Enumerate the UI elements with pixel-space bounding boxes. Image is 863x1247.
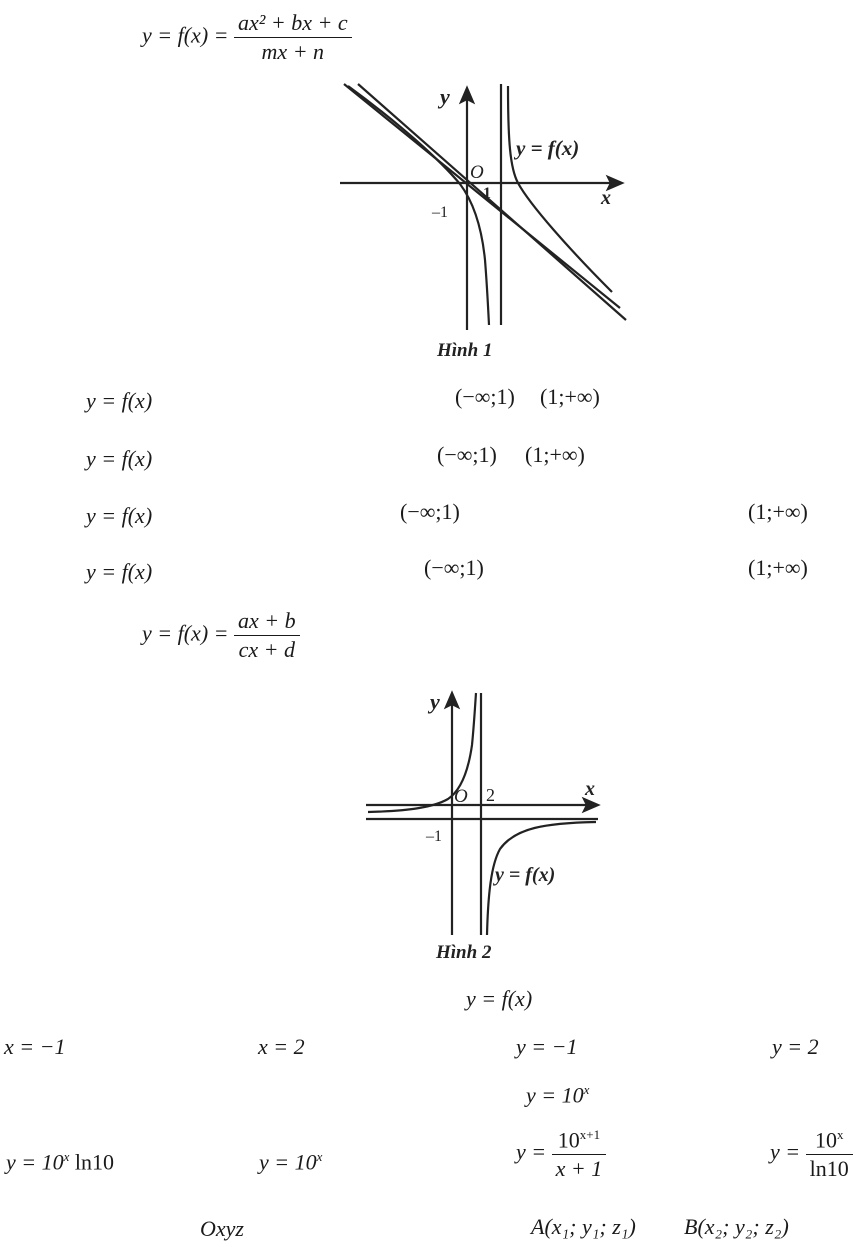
fig1-asymptote-b [358,84,626,320]
fig1-caption: Hình 1 [437,340,493,361]
option3-d-fraction [806,1128,853,1180]
option3-b-base: y = 10 [259,1149,317,1175]
fig2-origin-label: O [454,786,468,807]
fig1-tick-y: –1 [432,204,448,221]
option3-a-tail: ln10 [69,1149,115,1175]
formula-2-lhs: y = f(x) = [142,620,234,646]
q3-stem [526,1083,589,1106]
fig2-y-label: y [430,689,440,714]
option3-c-num-exponent: x+1 [579,1127,601,1142]
option3-b [259,1150,322,1173]
fig2-tick-y: –1 [426,828,442,845]
option1-b-function: y = f(x) [86,446,153,471]
formula-2-denominator: cx + d [238,637,295,662]
option3-c-num-base: 10 [557,1127,580,1153]
q2-stem: y = f(x) [466,986,533,1011]
formula-1-numerator: ax² + bx + c [234,12,352,38]
option3-d-lhs: y = [770,1139,806,1165]
option3-a-exponent: x [63,1149,70,1164]
option3-c-fraction [552,1128,607,1180]
option1-a-interval-2: (1;+∞) [540,384,600,409]
option2-a: x = −1 [4,1034,66,1059]
fig2-curve-label: y = f(x) [495,864,556,886]
option2-d: y = 2 [772,1034,819,1059]
option1-c-interval-2: (1;+∞) [748,499,808,524]
option3-d [770,1128,853,1180]
q4-point-a: A(x₁; y₁; z₁) [531,1214,636,1239]
option2-c: y = −1 [516,1034,578,1059]
option3-d-num-exponent: x [836,1127,844,1142]
option1-d-interval-2: (1;+∞) [748,555,808,580]
fig2-caption: Hình 2 [436,942,492,963]
fig2-x-arrow [584,799,598,811]
formula-2-numerator: ax + b [234,610,300,636]
fig1-asymptote-a [344,84,620,308]
q4-point-b: B(x₂; y₂; z₂) [684,1214,789,1239]
q3-stem-base: y = 10 [526,1082,584,1108]
fig1-tick-x: 1 [483,185,491,202]
option3-a-base: y = 10 [6,1149,64,1175]
option3-d-numerator [806,1128,853,1155]
option1-c-interval-1: (−∞;1) [400,499,460,524]
option3-d-num-base: 10 [814,1127,837,1153]
formula-1 [142,12,352,63]
formula-1-fraction [234,12,352,63]
fig1-x-label: x [601,187,611,209]
formula-2-fraction [234,610,300,661]
option1-b-interval-2: (1;+∞) [525,442,585,467]
option1-d-interval-1: (−∞;1) [424,555,484,580]
option3-c [516,1128,606,1180]
fig1-y-label: y [440,84,450,109]
option1-a-interval-1: (−∞;1) [455,384,515,409]
fig1-curve-label: y = f(x) [516,136,580,160]
option3-a [6,1150,114,1173]
option3-d-denominator: ln10 [809,1156,849,1182]
q3-stem-exponent: x [583,1082,590,1097]
option1-d-function: y = f(x) [86,559,153,584]
fig1-origin-label: O [470,162,484,183]
fig1-y-arrow [461,88,473,102]
option3-b-exponent: x [316,1149,323,1164]
option2-b: x = 2 [258,1034,305,1059]
fig2-tick-x: 2 [486,785,495,805]
formula-1-lhs: y = f(x) = [142,22,234,48]
figure-2-graph [360,685,610,970]
fig2-y-arrow [446,693,458,707]
option1-a-function: y = f(x) [86,388,153,413]
figure-1-graph [330,80,630,370]
formula-1-denominator: mx + n [261,39,325,64]
q4-space: Oxyz [200,1216,244,1241]
option1-c-function: y = f(x) [86,503,153,528]
formula-2 [142,610,300,661]
option1-b-interval-1: (−∞;1) [437,442,497,467]
option3-c-denominator: x + 1 [555,1156,603,1182]
option3-c-lhs: y = [516,1139,552,1165]
option3-c-numerator [552,1128,607,1155]
fig2-x-label: x [585,778,595,800]
